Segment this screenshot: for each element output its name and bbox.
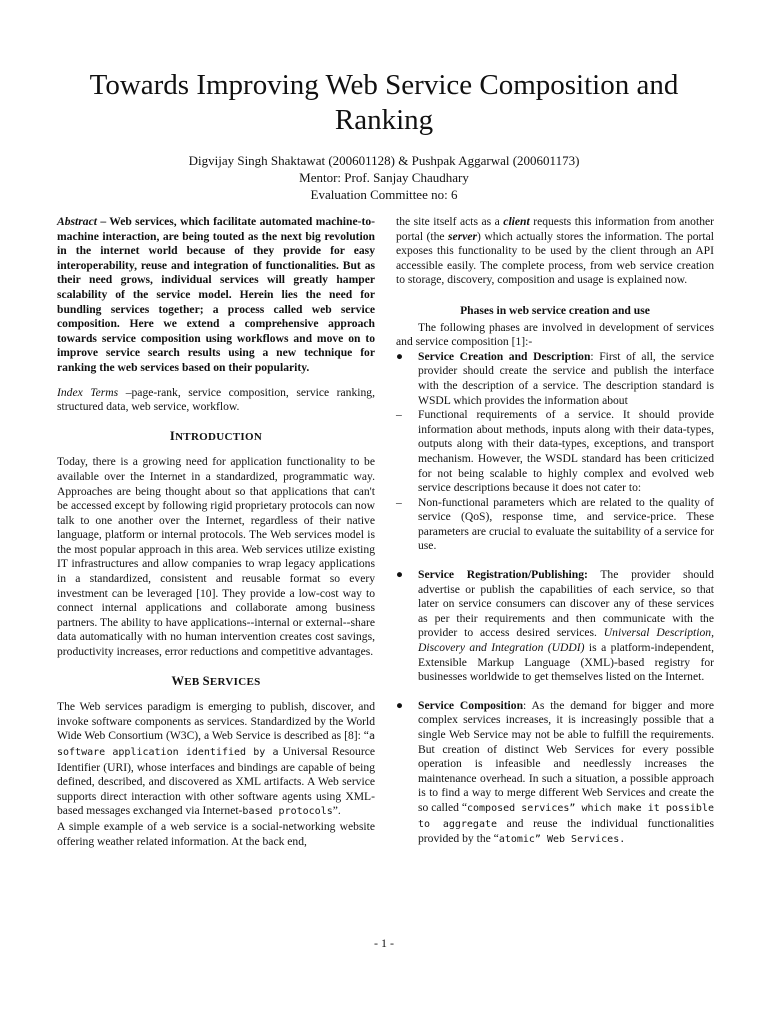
bullet-icon: ● [396, 568, 404, 582]
index-terms-text: –page-rank, service composition, service ranking, structured data, web service, workflow. [57, 385, 375, 414]
list-item: ● Service Composition: As the demand for bigger and more complex services increases, it is increasingly possible that a single Web Service may not be able to fulfill the requirements. But creation of distinct Web Services for every possible operation is infeasible and needlessly increases the maintenance overhead. In such a situation, a possible approach is to find a way to merge different Web Services and create the so called “composed services” which make it possible to aggregate and reuse the individual functionalities provided by the “atomic” Web Services. [396, 698, 715, 846]
list-item: ● Service Registration/Publishing: The provider should advertise or publish the capabilities of each service, so that later on service consumers can discover any of these services as per their requirements and then communicate with the provider to access desired services. Universal Description, Discovery and Integration (UDDI) is a platform-independent, Extensible Markup Language (XML)-based registry for businesses worldwide to get themselves listed on the Internet. [396, 568, 714, 684]
abstract-text: – Web services, which facilitate automated machine-to-machine interaction, are being touted as the next big revolution in the internet world because of they provide for easy interoperability, reuse and integration of functionalities. But as their need grows, individual services will greatly hamper scalability of the service model. Herein lies the need for bundling services together; a process called web service composition. Here we extend a comprehensive approach towards service composition using workflows and move on to improve service search results using a new technique for ranking the web services based on their popularity. [57, 215, 375, 374]
web-services-heading: WEB SERVICES [171, 673, 261, 688]
index-terms [57, 386, 375, 415]
author-block [60, 152, 708, 203]
uddi-term: Universal Description, Discovery and Integration (UDDI) [418, 626, 714, 655]
mentor-line: Mentor: Prof. Sanjay Chaudhary [299, 170, 469, 185]
index-terms-label: Index Terms [57, 385, 119, 399]
dash-icon: – [396, 408, 402, 422]
list-item: ● Service Creation and Description: First of all, the service provider should create the service and publish the interface with the description of a service. The description standard is WSDL which provides the information about [396, 349, 714, 407]
phases-heading: Phases in web service creation and use [460, 303, 650, 317]
client-term: client [503, 215, 530, 228]
bullet-icon: ● [396, 698, 404, 712]
abstract-label: Abstract [57, 215, 97, 228]
w3c-definition-quote: a software application identified by a [57, 731, 375, 758]
dash-icon: – [396, 495, 402, 509]
paper-title: Towards Improving Web Service Composition and Ranking [89, 69, 679, 136]
sub-list-item: – Functional requirements of a service. It should provide information about methods, inputs along with their data-types, outputs along with their data-types, exceptions, and transport mechanism. However, the WSDL standard has been criticized for not being scalable to highly complex and evolved web service descriptions because it does not cater to: [396, 408, 714, 495]
item-title: Service Creation and Description [418, 349, 591, 363]
abstract [57, 215, 375, 376]
item-title: Service Registration/Publishing: [418, 568, 588, 582]
introduction-heading: INTRODUCTION [169, 428, 263, 443]
example-continued: the site itself acts as a client requests this information from another portal (the server) which actually stores the information. The portal exposes this functionality to be used by the client through an API accessible easily. The complete process, from web service creation to storage, discovery, composition and usage is explained now. [396, 215, 714, 287]
sub-list-item: – Non-functional parameters which are related to the quality of service (QoS), response time, and service-price. These parameters are crucial to evaluate the suitability of a service for use. [396, 495, 714, 553]
page-number: - 1 - [374, 936, 394, 950]
introduction-text: Today, there is a growing need for application functionality to be available over the Internet in a standardized, programmatic way. Approaches are being thought about so that applications that can't be accessed except by following rigid proprietary protocols can now talk to one another over the Internet, regardless of their native language, platform or internal protocols. The Web services model is the most popular approach in this area. Web services utilize existing IT infrastructures and allow companies to wrap legacy applications in a standardized, consistent and reusable format so every investment can be leveraged [10]. They provide a low-cost way to connect internal applications and collaborate among business partners. The ability to have applications--internal or external--share data automatically with no human intervention creates cost savings, productivity increases, error reductions and competitive advantages. [57, 455, 375, 659]
example-paragraph: A simple example of a web service is a social-networking website offering weather related information. At the back end, [57, 819, 375, 848]
item-title: Service Composition [418, 698, 524, 712]
phases-intro: The following phases are involved in development of services and service composition [1]:- [396, 320, 714, 349]
left-column [57, 215, 375, 849]
committee-line: Evaluation Committee no: 6 [310, 187, 458, 202]
web-services-paragraph: The Web services paradigm is emerging to publish, discover, and invoke software components as services. Standardized by the World Wide Web Consortium (W3C), a Web Service is described as [8]: “a software application identified by a Universal Resource Identifier (URI), whose interfaces and bindings are capable of being defined, described, and discovered as XML artifacts. A Web service supports direct interaction with other software agents using XML-based messages exchanged via Internet-based protocols”. [57, 700, 375, 818]
server-term: server [448, 229, 478, 243]
right-column [396, 215, 714, 848]
bullet-icon: ● [396, 349, 404, 363]
authors-line: Digvijay Singh Shaktawat (200601128) & Pushpak Aggarwal (200601173) [188, 153, 580, 168]
